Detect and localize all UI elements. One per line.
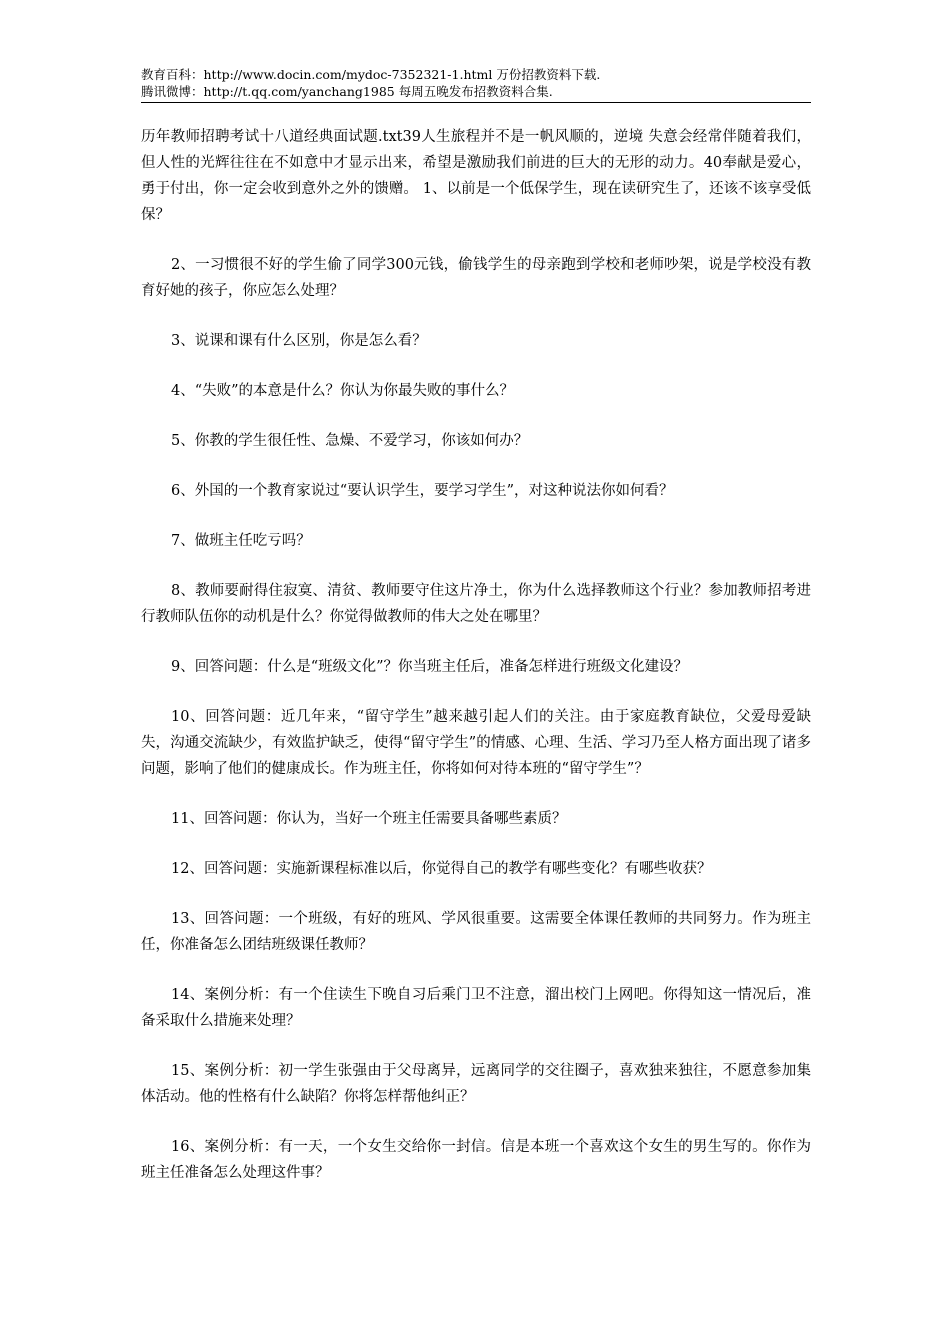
question-10: 10、回答问题：近几年来，“留守学生”越来越引起人们的关注。由于家庭教育缺位，父爱母爱缺失，沟通交流缺少，有效监护缺乏，使得“留守学生”的情感、心理、生活、学习乃至人格方面出现了诸多问题，影响了他们的健康成长。作为班主任，你将如何对待本班的“留守学生”？ (141, 709, 811, 777)
question-13: 13、回答问题：一个班级，有好的班风、学风很重要。这需要全体课任教师的共同努力。作为班主任，你准备怎么团结班级课任教师？ (141, 911, 811, 953)
header-line-docin: 教育百科：http://www.docin.com/mydoc-7352321-1.html 万份招教资料下载. (141, 67, 601, 82)
question-3: 3、说课和课有什么区别，你是怎么看？ (171, 333, 427, 349)
question-14: 14、案例分析：有一个住读生下晚自习后乘门卫不注意，溜出校门上网吧。你得知这一情况后，准备采取什么措施来处理？ (141, 987, 811, 1029)
question-9: 9、回答问题：什么是“班级文化”？你当班主任后，准备怎样进行班级文化建设？ (171, 659, 689, 675)
question-4: 4、“失败”的本意是什么？你认为你最失败的事什么？ (171, 383, 515, 399)
question-7: 7、做班主任吃亏吗？ (171, 533, 311, 549)
header-line-weibo: 腾讯微博：http://t.qq.com/yanchang1985 每周五晚发布招教资料合集. (141, 84, 553, 99)
question-11: 11、回答问题：你认为，当好一个班主任需要具备哪些素质？ (171, 811, 567, 827)
intro-paragraph: 历年教师招聘考试十八道经典面试题.txt39人生旅程并不是一帆风顺的，逆境 失意会经常伴随着我们，但人性的光辉往往在不如意中才显示出来，希望是激励我们前进的巨大的无形的动力。40奉献是爱心，勇于付出，你一定会收到意外之外的馈赠。 1、以前是一个低保学生，现在读研究生了，还该不该享受低保？ (141, 129, 811, 223)
question-12: 12、回答问题：实施新课程标准以后，你觉得自己的教学有哪些变化？有哪些收获？ (171, 861, 712, 877)
question-5: 5、你教的学生很任性、急燥、不爱学习，你该如何办？ (171, 433, 529, 449)
question-2: 2、一习惯很不好的学生偷了同学300元钱，偷钱学生的母亲跑到学校和老师吵架，说是学校没有教育好她的孩子，你应怎么处理？ (141, 257, 811, 299)
question-8: 8、教师要耐得住寂寞、清贫、教师要守住这片净土，你为什么选择教师这个行业？参加教师招考进行教师队伍你的动机是什么？你觉得做教师的伟大之处在哪里？ (141, 583, 811, 625)
document-header (141, 66, 811, 103)
question-15: 15、案例分析：初一学生张强由于父母离异，远离同学的交往圈子，喜欢独来独往，不愿意参加集体活动。他的性格有什么缺陷？你将怎样帮他纠正？ (141, 1063, 811, 1105)
question-6: 6、外国的一个教育家说过“要认识学生，要学习学生”，对这种说法你如何看？ (171, 483, 674, 499)
document-body (141, 124, 811, 1210)
question-16: 16、案例分析：有一天，一个女生交给你一封信。信是本班一个喜欢这个女生的男生写的。你作为班主任准备怎么处理这件事？ (141, 1139, 811, 1181)
